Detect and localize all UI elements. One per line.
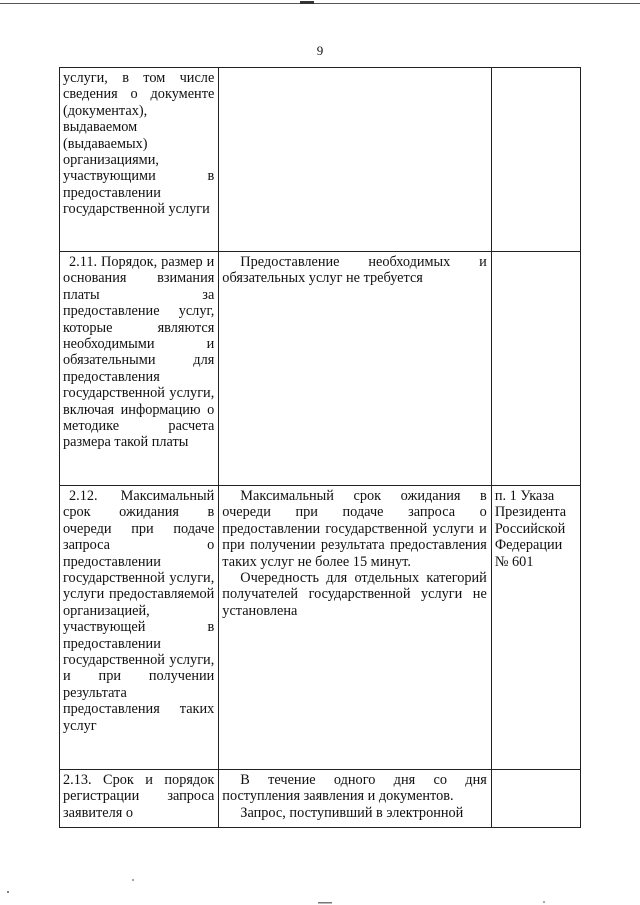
page-number: 9 xyxy=(316,43,324,58)
cell-text: услуги, в том числе сведения о документе (документах), выдаваемом (выдаваемых) организациями, участвующими в предоставлении государственной услуги xyxy=(63,70,215,218)
scan-top-marks xyxy=(0,0,640,10)
table-cell-legal-basis xyxy=(491,770,580,828)
table-cell-content xyxy=(219,770,492,828)
regulation-table xyxy=(59,67,581,828)
table-cell-legal-basis xyxy=(491,486,580,770)
table-cell-content xyxy=(219,252,492,486)
cell-text: п. 1 Указа Президента Российской Федерации № 601 xyxy=(494,488,567,570)
cell-text: В течение одного дня со дня поступления заявления и документов. xyxy=(222,772,487,805)
table-cell-legal-basis xyxy=(491,252,580,486)
table-row xyxy=(60,486,581,770)
cell-text: Предоставление необходимых и обязательных услуг не требуется xyxy=(222,254,487,287)
cell-text: Максимальный срок ожидания в очереди при подаче запроса о предоставлении государственной услуги и при получении результата предоставления таких услуг не более 15 минут. xyxy=(222,488,487,570)
table-row xyxy=(60,252,581,486)
table-cell-legal-basis xyxy=(491,68,580,252)
table-cell-content xyxy=(219,68,492,252)
table-row xyxy=(60,770,581,828)
table-cell-parameter xyxy=(60,486,219,770)
table-cell-content xyxy=(219,486,492,770)
cell-text: 2.12. Максимальный срок ожидания в очереди при подаче запроса о предоставлении государственной услуги, услуги предоставляемой организацией, участвующей в предоставлении государственной услуги, и при получении результата предоставления таких услуг xyxy=(63,488,215,734)
cell-text: Запрос, поступивший в электронной xyxy=(240,804,464,821)
table-cell-parameter xyxy=(60,68,219,252)
table-cell-parameter xyxy=(60,252,219,486)
cell-text: Очередность для отдельных категорий получателей государственной услуги не установлена xyxy=(222,570,487,619)
table-row xyxy=(60,68,581,252)
scan-bottom-marks xyxy=(0,872,640,905)
table-cell-parameter xyxy=(60,770,219,828)
cell-text: 2.11. Порядок, размер и основания взимания платы за предоставление услуг, которые являются необходимыми и обязательными для предоставления государственной услуги, включая информацию о методике расчета размера такой платы xyxy=(63,254,215,451)
cell-text: 2.13. Срок и порядок регистрации запроса заявителя о xyxy=(63,772,215,821)
